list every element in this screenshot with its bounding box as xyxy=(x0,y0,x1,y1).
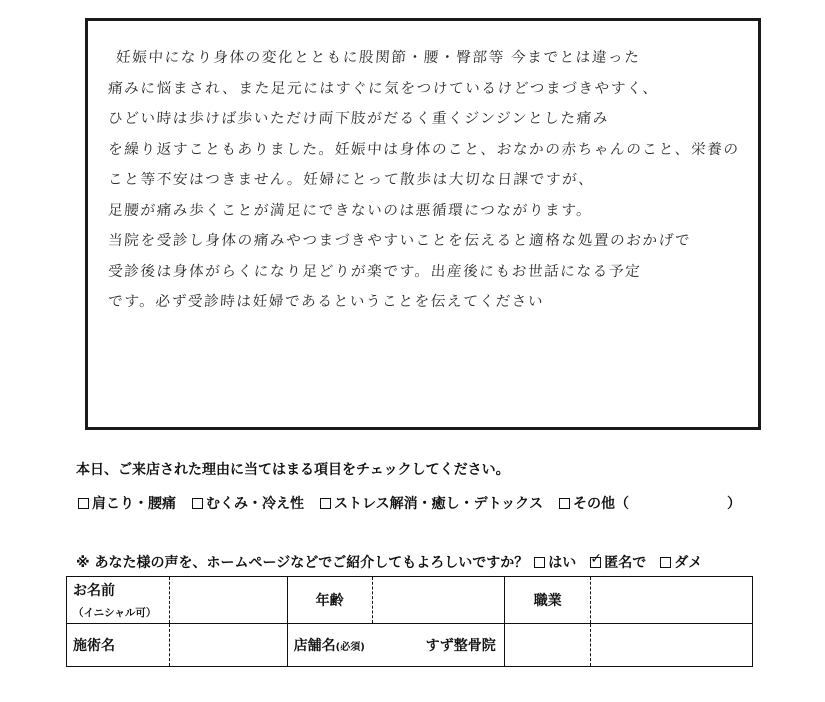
shop-cell xyxy=(287,624,505,667)
empty-cell xyxy=(505,624,591,667)
handwritten-testimonial-box xyxy=(85,18,761,430)
checkbox-icon[interactable] xyxy=(192,498,203,509)
checkbox-icon[interactable] xyxy=(559,498,570,509)
shop-label: 店舗名 xyxy=(293,638,336,654)
job-label: 職業 xyxy=(533,593,562,609)
name-field[interactable] xyxy=(169,577,287,624)
handwritten-line: 足腰が痛み歩くことが満足にできないのは悪循環につながります。 xyxy=(107,201,594,219)
checkbox-icon[interactable] xyxy=(660,557,671,568)
handwritten-line: を繰り返すこともありました。妊娠中は身体のこと、おなかの赤ちゃんのこと、栄養の xyxy=(107,140,741,158)
age-label-cell xyxy=(287,577,372,624)
option-other[interactable] xyxy=(559,493,629,513)
name-label-cell xyxy=(67,577,170,624)
therapist-field[interactable] xyxy=(169,624,287,667)
empty-field[interactable] xyxy=(591,624,753,667)
handwritten-line: ひどい時は歩けば歩いただけ両下肢がだるく重くジンジンとした痛み xyxy=(107,110,610,127)
checkbox-icon[interactable] xyxy=(320,498,331,509)
customer-info-table xyxy=(66,576,753,667)
option-stress-relief[interactable] xyxy=(320,493,543,513)
option-label: その他（ xyxy=(573,496,630,512)
option-anonymous[interactable] xyxy=(590,552,646,572)
name-label: お名前 xyxy=(73,583,115,599)
reason-question: 本日、ご来店された理由に当てはまる項目をチェックしてください。 xyxy=(76,462,510,478)
age-field[interactable] xyxy=(372,577,505,624)
option-label: むくみ・冷え性 xyxy=(206,496,304,512)
checkbox-icon[interactable] xyxy=(78,498,89,509)
option-label: 肩こり・腰痛 xyxy=(92,496,176,512)
handwritten-line: 当院を受診し身体の痛みやつまづきやすいことを伝えると適格な処置のおかげで xyxy=(107,232,692,249)
option-label: はい xyxy=(548,555,577,571)
reason-options xyxy=(78,493,645,513)
option-label: 匿名で xyxy=(604,555,647,571)
handwritten-line: 受診後は身体がらくになり足どりが楽です。出産後にもお世話になる予定 xyxy=(107,262,642,280)
name-sub-label: （イニシャル可） xyxy=(73,607,157,619)
option-label: ダメ xyxy=(674,555,703,571)
other-close-paren: ） xyxy=(727,496,741,512)
checkbox-icon[interactable] xyxy=(534,557,545,568)
therapist-label: 施術名 xyxy=(73,638,115,654)
option-no[interactable] xyxy=(660,552,702,572)
publish-question-text: ※ あなた様の声を、ホームページなどでご紹介してもよろしいですか？ xyxy=(76,555,529,571)
handwritten-line: こと等不安はつきません。妊婦にとって散歩は大切な日課ですが、 xyxy=(107,171,596,188)
therapist-label-cell xyxy=(67,624,170,667)
option-shoulder-back[interactable] xyxy=(78,493,176,513)
job-label-cell xyxy=(505,577,591,624)
option-swelling-cold[interactable] xyxy=(192,493,304,513)
handwritten-text xyxy=(108,43,744,318)
age-label: 年齢 xyxy=(315,593,344,609)
job-field[interactable] xyxy=(591,577,753,624)
handwritten-line: です。必ず受診時は妊婦であるということを伝えてください xyxy=(107,293,545,310)
publish-permission-question xyxy=(76,552,710,572)
option-label: ストレス解消・癒し・デトックス xyxy=(334,496,544,512)
handwritten-line: 妊娠中になり身体の変化とともに股関節・腰・臀部等 今までとは違った xyxy=(115,49,642,66)
handwritten-line: 痛みに悩まされ、また足元にはすぐに気をつけているけどつまづきやすく、 xyxy=(107,79,660,97)
shop-required-mark: (必須) xyxy=(335,642,365,653)
option-yes[interactable] xyxy=(534,552,576,572)
shop-value: すず整骨院 xyxy=(425,638,496,654)
checked-checkbox-icon[interactable] xyxy=(590,557,601,568)
